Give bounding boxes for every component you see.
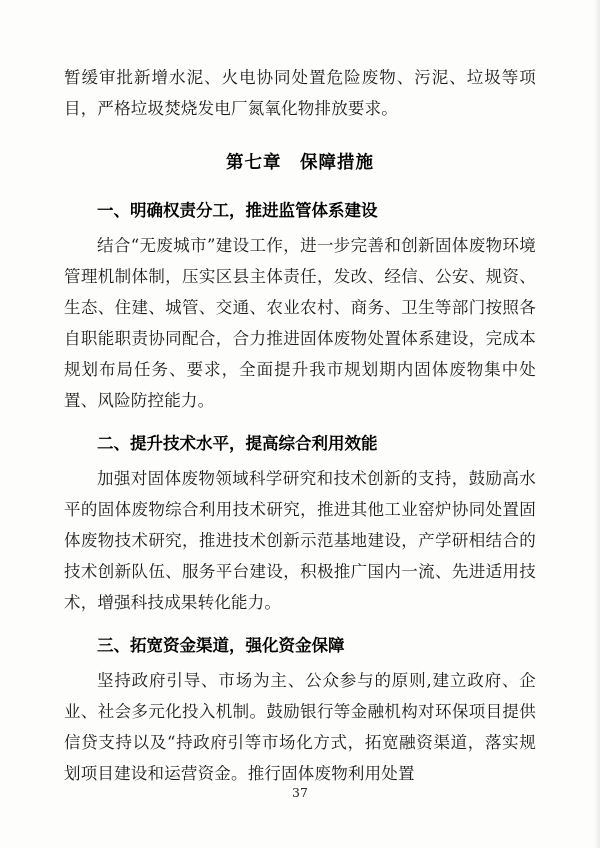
section-three-paragraph: 坚持政府引导、市场为主、公众参与的原则,建立政府、企业、社会多元化投入机制。鼓励银行等金融机构对环保项目提供信贷支持以及“持政府引等市场化方式，拓宽融资渠道，落实规划项目建设和运营资金。推行固体废物利用处置 (64, 671, 536, 783)
section-two-heading: 二、提升技术水平，提高综合利用效能 (97, 434, 378, 453)
section-three (64, 630, 536, 789)
continued-paragraph-block (64, 62, 536, 124)
section-one (64, 195, 536, 416)
section-two-paragraph: 加强对固体废物领域科学研究和技术创新的支持，鼓励高水平的固体废物综合利用技术研究，推进其他工业窑炉协同处置固体废物技术研究，推进技术创新示范基地建设，产学研相结合的技术创新队伍、服务平台建设，积极推广国内一流、先进适用技术，增强科技成果转化能力。 (64, 469, 536, 612)
section-three-heading: 三、拓宽资金渠道，强化资金保障 (97, 636, 345, 655)
section-one-paragraph: 结合“无废城市”建设工作，进一步完善和创新固体废物环境管理机制体制，压实区县主体责任，发改、经信、公安、规资、生态、住建、城管、交通、农业农村、商务、卫生等部门按照各自职能职责协同配合，合力推进固体废物处置体系建设，完成本规划布局任务、要求，全面提升我市规划期内固体废物集中处置、风险防控能力。 (64, 236, 536, 410)
chapter-title: 第七章 保障措施 (226, 153, 374, 173)
continued-paragraph: 暂缓审批新增水泥、火电协同处置危险废物、污泥、垃圾等项目，严格垃圾焚烧发电厂氮氧化物排放要求。 (64, 68, 536, 118)
page-number: 37 (292, 785, 308, 800)
section-two (64, 428, 536, 618)
section-one-heading: 一、明确权责分工，推进监管体系建设 (97, 201, 378, 220)
